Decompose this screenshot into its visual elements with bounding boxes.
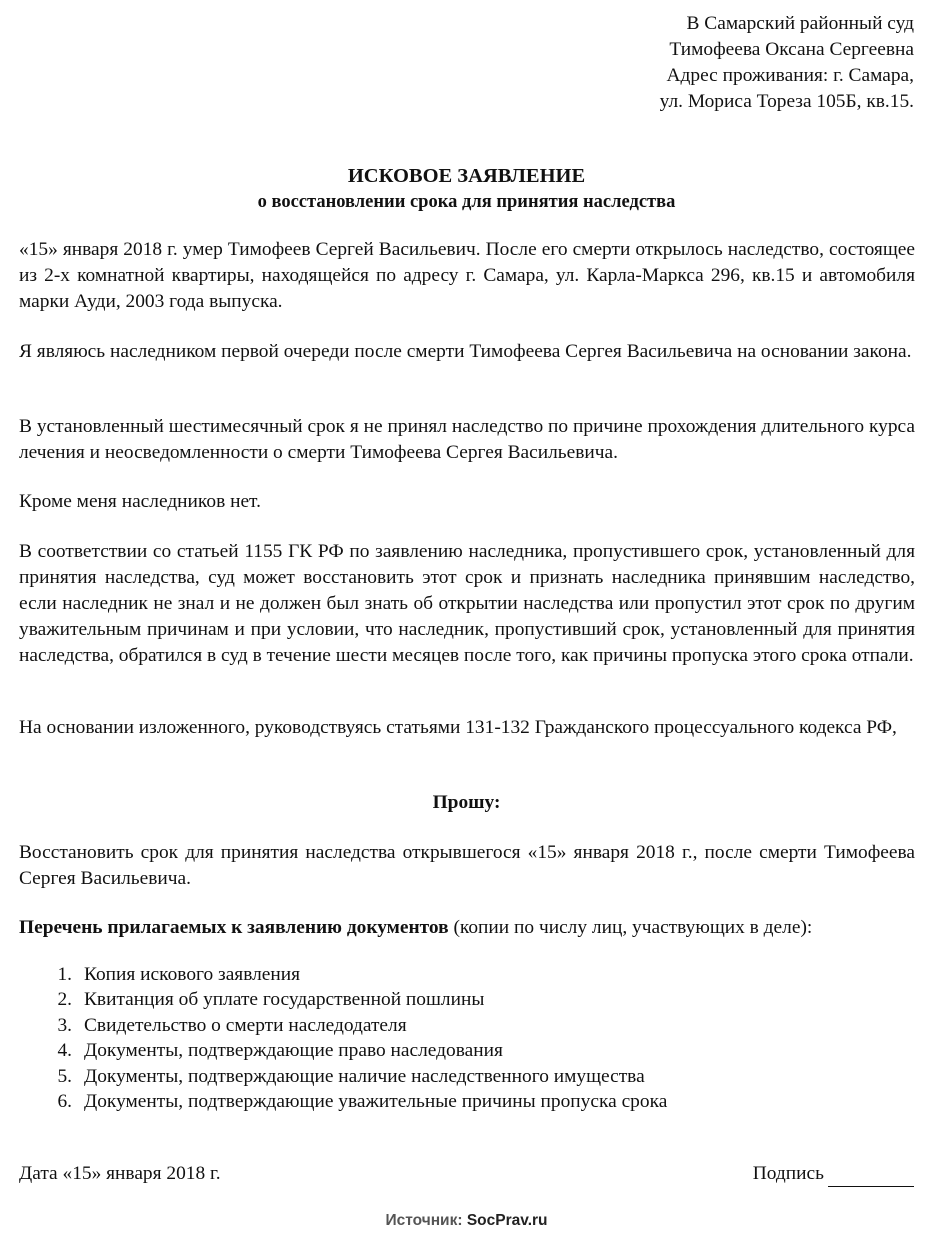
paragraph-missed-deadline: В установленный шестимесячный срок я не принял наследство по причине прохождения длительного курса лечения и неосведомленности о смерти Тимофеева Сергея Васильевича. <box>19 416 915 463</box>
documents-heading-note: (копии по числу лиц, участвующих в деле): <box>448 917 813 938</box>
documents-heading <box>19 915 915 941</box>
list-item: 6. Документы, подтверждающие уважительные причины пропуска срока <box>57 1090 668 1112</box>
paragraph-death-and-estate: «15» января 2018 г. умер Тимофеев Сергей Васильевич. После его смерти открылось наследство, состоящее из 2-х комнатной квартиры, находящейся по адресу г. Самара, ул. Карла-Маркса 296, кв.15 и автомобиля марки Ауди, 2003 года выпуска. <box>19 239 915 312</box>
paragraph-heir-status: Я являюсь наследником первой очереди после смерти Тимофеева Сергея Васильевича на основании закона. <box>19 341 912 362</box>
signature-line <box>828 1165 914 1187</box>
request-heading: Прошу: <box>432 792 501 813</box>
address-street: ул. Мориса Тореза 105Б, кв.15. <box>659 91 914 112</box>
document-date: Дата «15» января 2018 г. <box>19 1163 221 1184</box>
source-watermark <box>0 1208 933 1234</box>
signature-label: Подпись <box>752 1163 824 1184</box>
source-site: SocPrav.ru <box>466 1212 548 1229</box>
plaintiff-name: Тимофеева Оксана Сергеевна <box>669 39 914 60</box>
list-item: 4. Документы, подтверждающие право наследования <box>57 1040 503 1062</box>
paragraph-legal-basis: В соответствии со статьей 1155 ГК РФ по заявлению наследника, пропустившего срок, установленный для принятия наследства, суд может восстановить этот срок и признать наследника принявшим наследство, если наследник не знал и не должен был знать об открытии наследства или пропустил этот срок по другим уважительным причинам и при условии, что наследник, пропустивший срок, установленный для принятия наследства, обратился в суд в течение шести месяцев после того, как причины пропуска этого срока отпали. <box>19 541 915 666</box>
paragraph-no-other-heirs: Кроме меня наследников нет. <box>19 491 261 512</box>
document-subtitle: о восстановлении срока для принятия наследства <box>257 192 676 212</box>
source-label: Источник: <box>385 1212 467 1229</box>
court-name: В Самарский районный суд <box>686 13 914 34</box>
address-city: Адрес проживания: г. Самара, <box>666 65 914 86</box>
signature-block <box>753 1161 914 1187</box>
list-item: 3. Свидетельство о смерти наследодателя <box>57 1014 407 1036</box>
paragraph-request: Восстановить срок для принятия наследства открывшегося «15» января 2018 г., после смерти Тимофеева Сергея Васильевича. <box>19 842 915 889</box>
documents-list <box>19 962 667 1114</box>
documents-heading-bold: Перечень прилагаемых к заявлению документов <box>19 917 449 938</box>
paragraph-procedural-basis: На основании изложенного, руководствуясь статьями 131-132 Гражданского процессуального кодекса РФ, <box>19 717 897 738</box>
document-title: ИСКОВОЕ ЗАЯВЛЕНИЕ <box>347 165 586 187</box>
list-item: 5. Документы, подтверждающие наличие наследственного имущества <box>57 1065 645 1087</box>
list-item: 2. Квитанция об уплате государственной пошлины <box>57 989 485 1011</box>
addressee-block <box>660 11 914 115</box>
list-item: 1. Копия искового заявления <box>57 964 301 985</box>
